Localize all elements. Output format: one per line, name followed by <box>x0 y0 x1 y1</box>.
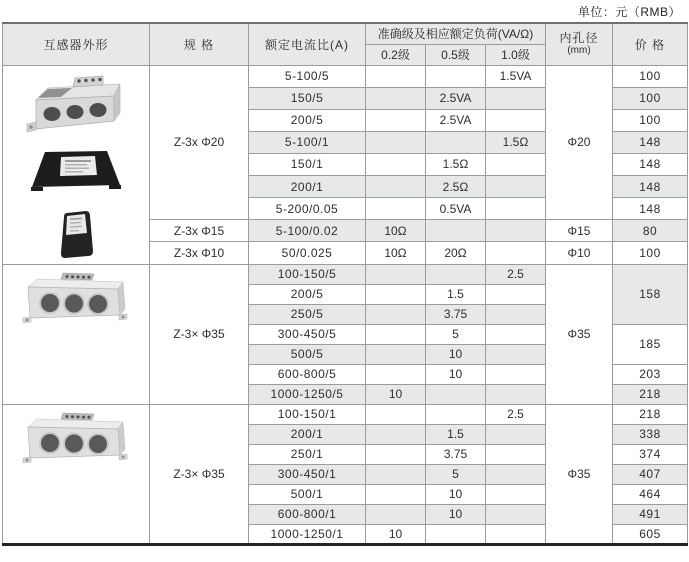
flat-black-ct-photo <box>27 145 125 200</box>
ratio-cell: 1000-1250/5 <box>249 384 366 404</box>
class02-cell <box>366 87 426 109</box>
ratio-cell: 5-100/0.02 <box>249 220 366 242</box>
class02-cell: 10 <box>366 384 426 404</box>
class05-cell: 10 <box>426 344 486 364</box>
three-hole-ct-bar-photo <box>19 405 133 472</box>
class05-cell: 10 <box>426 364 486 384</box>
class05-cell <box>426 131 486 153</box>
ratio-cell: 250/5 <box>249 304 366 324</box>
price-cell: 407 <box>613 464 688 484</box>
ratio-cell: 5-200/0.05 <box>249 198 366 220</box>
bore-cell: Φ10 <box>546 242 613 264</box>
class02-cell <box>366 504 426 524</box>
header-bore-line1: 内孔径 <box>559 31 599 46</box>
class05-cell: 3.75 <box>426 444 486 464</box>
price-cell: 374 <box>613 444 688 464</box>
class05-cell: 5 <box>426 324 486 344</box>
class02-cell: 10Ω <box>366 242 426 264</box>
class02-cell <box>366 198 426 220</box>
bore-cell: Φ20 <box>546 65 613 220</box>
table-header <box>3 23 688 65</box>
class10-cell <box>486 153 546 175</box>
class02-cell <box>366 424 426 444</box>
price-cell: 338 <box>613 424 688 444</box>
ratio-cell: 5-100/1 <box>249 131 366 153</box>
class10-cell <box>486 324 546 344</box>
price-cell: 185 <box>613 324 688 364</box>
class05-cell <box>426 65 486 87</box>
class05-cell <box>426 384 486 404</box>
price-cell: 100 <box>613 87 688 109</box>
ratio-cell: 5-100/5 <box>249 65 366 87</box>
class10-cell <box>486 524 546 544</box>
ratio-cell: 300-450/1 <box>249 464 366 484</box>
header-class-05: 0.5级 <box>426 44 486 65</box>
class10-cell <box>486 444 546 464</box>
class02-cell <box>366 464 426 484</box>
class02-cell <box>366 404 426 424</box>
class02-cell <box>366 264 426 284</box>
ratio-cell: 100-150/5 <box>249 264 366 284</box>
price-cell: 100 <box>613 109 688 131</box>
price-cell: 605 <box>613 524 688 544</box>
class02-cell <box>366 109 426 131</box>
price-cell: 100 <box>613 65 688 87</box>
ratio-cell: 100-150/1 <box>249 404 366 424</box>
ratio-cell: 600-800/5 <box>249 364 366 384</box>
photo-cell-section2 <box>3 264 150 404</box>
bore-cell: Φ35 <box>546 264 613 404</box>
class05-cell: 2.5VA <box>426 109 486 131</box>
class05-cell: 1.5Ω <box>426 153 486 175</box>
class10-cell <box>486 87 546 109</box>
header-bore <box>546 23 613 65</box>
class10-cell <box>486 284 546 304</box>
spec-cell: Z-3x Φ15 <box>150 220 249 242</box>
three-hole-ct-bar-photo <box>19 265 133 332</box>
photo-cell-section3 <box>3 404 150 544</box>
class05-cell: 1.5 <box>426 424 486 444</box>
class05-cell: 10 <box>426 504 486 524</box>
class05-cell: 3.75 <box>426 304 486 324</box>
header-price: 价 格 <box>613 23 688 65</box>
bore-cell: Φ15 <box>546 220 613 242</box>
header-shape: 互感器外形 <box>3 23 150 65</box>
class10-cell <box>486 109 546 131</box>
class10-cell <box>486 198 546 220</box>
class10-cell: 2.5 <box>486 264 546 284</box>
ct-spec-table <box>2 22 688 546</box>
class05-cell <box>426 404 486 424</box>
price-cell: 100 <box>613 242 688 264</box>
class02-cell <box>366 284 426 304</box>
class02-cell: 10Ω <box>366 220 426 242</box>
class10-cell <box>486 242 546 264</box>
price-cell: 218 <box>613 404 688 424</box>
class10-cell: 2.5 <box>486 404 546 424</box>
class05-cell: 2.5Ω <box>426 176 486 198</box>
table-row <box>3 404 688 424</box>
class10-cell <box>486 220 546 242</box>
class02-cell <box>366 444 426 464</box>
ratio-cell: 600-800/1 <box>249 504 366 524</box>
ratio-cell: 50/0.025 <box>249 242 366 264</box>
class10-cell: 1.5Ω <box>486 131 546 153</box>
header-ratio: 额定电流比(A) <box>249 23 366 65</box>
ratio-cell: 200/5 <box>249 109 366 131</box>
class10-cell <box>486 304 546 324</box>
ratio-cell: 150/1 <box>249 153 366 175</box>
class05-cell: 10 <box>426 484 486 504</box>
class05-cell: 1.5 <box>426 284 486 304</box>
ratio-cell: 300-450/5 <box>249 324 366 344</box>
unit-label: 单位：元（RMB） <box>577 5 681 19</box>
header-class-10: 1.0级 <box>486 44 546 65</box>
price-cell: 148 <box>613 153 688 175</box>
class05-cell <box>426 264 486 284</box>
price-cell: 464 <box>613 484 688 504</box>
class05-cell <box>426 524 486 544</box>
ratio-cell: 500/1 <box>249 484 366 504</box>
spec-cell: Z-3x Φ10 <box>150 242 249 264</box>
price-cell: 148 <box>613 176 688 198</box>
class10-cell <box>486 464 546 484</box>
class10-cell <box>486 384 546 404</box>
photo-cell-section1 <box>3 65 150 264</box>
table-row <box>3 264 688 284</box>
class10-cell <box>486 504 546 524</box>
spec-cell: Z-3x Φ20 <box>150 65 249 220</box>
class05-cell: 5 <box>426 464 486 484</box>
class02-cell <box>366 65 426 87</box>
class05-cell: 20Ω <box>426 242 486 264</box>
header-accuracy-group: 准确级及相应额定负荷(VA/Ω) <box>366 23 546 44</box>
price-cell: 158 <box>613 264 688 324</box>
table-row <box>3 65 688 87</box>
header-class-02: 0.2级 <box>366 44 426 65</box>
class10-cell <box>486 484 546 504</box>
spec-cell: Z-3× Φ35 <box>150 264 249 404</box>
header-row-1 <box>3 23 688 44</box>
class10-cell <box>486 364 546 384</box>
ratio-cell: 200/5 <box>249 284 366 304</box>
class02-cell <box>366 176 426 198</box>
class02-cell <box>366 131 426 153</box>
class02-cell: 10 <box>366 524 426 544</box>
header-spec: 规 格 <box>150 23 249 65</box>
class05-cell: 0.5VA <box>426 198 486 220</box>
class05-cell <box>426 220 486 242</box>
price-cell: 203 <box>613 364 688 384</box>
three-hole-ct-angled-photo <box>24 73 128 138</box>
spec-cell: Z-3× Φ35 <box>150 404 249 544</box>
price-cell: 148 <box>613 198 688 220</box>
class02-cell <box>366 484 426 504</box>
price-cell: 148 <box>613 131 688 153</box>
class02-cell <box>366 153 426 175</box>
class02-cell <box>366 344 426 364</box>
price-cell: 218 <box>613 384 688 404</box>
ratio-cell: 1000-1250/1 <box>249 524 366 544</box>
class10-cell <box>486 344 546 364</box>
ratio-cell: 200/1 <box>249 176 366 198</box>
ratio-cell: 250/1 <box>249 444 366 464</box>
class10-cell <box>486 424 546 444</box>
class02-cell <box>366 304 426 324</box>
ratio-cell: 150/5 <box>249 87 366 109</box>
class02-cell <box>366 364 426 384</box>
price-cell: 80 <box>613 220 688 242</box>
class02-cell <box>366 324 426 344</box>
bore-cell: Φ35 <box>546 404 613 544</box>
class10-cell: 1.5VA <box>486 65 546 87</box>
class10-cell <box>486 176 546 198</box>
header-bore-line2: (mm) <box>567 45 591 57</box>
ratio-cell: 500/5 <box>249 344 366 364</box>
price-cell: 491 <box>613 504 688 524</box>
class05-cell: 2.5VA <box>426 87 486 109</box>
mini-black-ct-photo <box>50 207 102 264</box>
ratio-cell: 200/1 <box>249 424 366 444</box>
